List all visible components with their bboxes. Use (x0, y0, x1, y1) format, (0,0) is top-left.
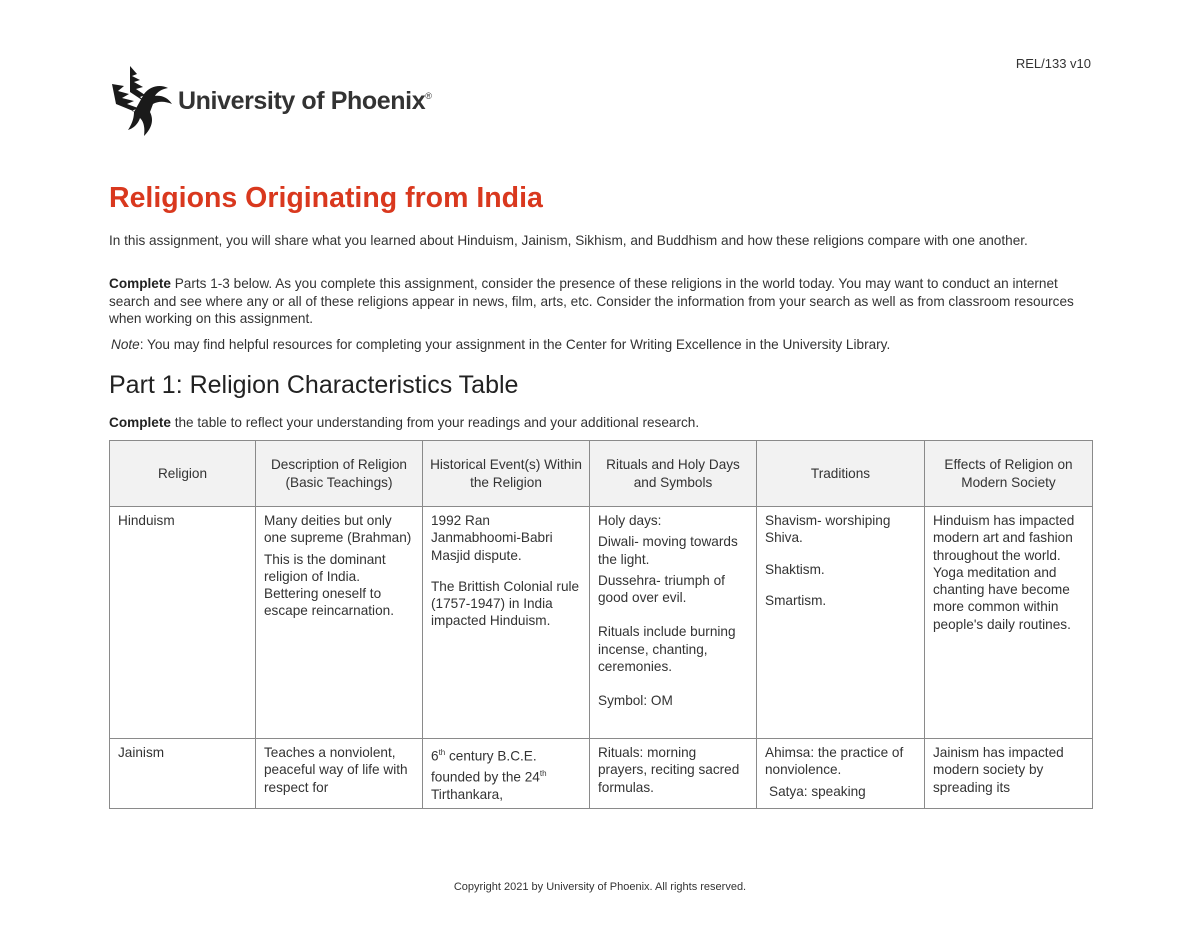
cell-traditions[interactable] (757, 507, 925, 739)
cell-text: Shaktism. (765, 561, 825, 577)
cell-religion[interactable]: Jainism (110, 739, 256, 809)
cell-text: Many deities but only one supreme (Brahman) (264, 513, 412, 546)
cell-description[interactable] (256, 507, 423, 739)
part1-heading: Part 1: Religion Characteristics Table (109, 371, 519, 399)
cell-traditions[interactable] (757, 739, 925, 809)
cell-text: Rituals include burning incense, chanting, ceremonies. (598, 624, 736, 675)
cell-text: This is the dominant religion of India. Bettering oneself to escape reincarnation. (264, 551, 394, 619)
header-religion: Religion (110, 441, 256, 507)
cell-text: Shavism- worshiping Shiva. (765, 513, 891, 546)
instructions-bold: Complete (109, 276, 171, 291)
cell-effects[interactable]: Jainism has impacted modern society by spreading its (925, 739, 1093, 809)
part1-instruction-bold: Complete (109, 415, 171, 430)
cell-effects[interactable]: Hinduism has impacted modern art and fashion throughout the world. Yoga meditation and chanting have become more common within people's daily routines. (925, 507, 1093, 739)
instructions-paragraph (109, 275, 1094, 328)
religion-characteristics-table (109, 440, 1093, 809)
table-row-jainism (110, 739, 1093, 809)
cell-text: Satya: speaking (769, 783, 866, 799)
part1-instruction (109, 414, 1094, 432)
phoenix-logo-icon (110, 64, 176, 138)
cell-description[interactable]: Teaches a nonviolent, peaceful way of life with respect for (256, 739, 423, 809)
copyright-footer: Copyright 2021 by University of Phoenix. All rights reserved. (453, 881, 747, 893)
university-logo (110, 64, 431, 138)
cell-text: century B.C.E. founded by the 24 (431, 748, 540, 785)
course-code: REL/133 v10 (1015, 56, 1091, 71)
header-effects: Effects of Religion on Modern Society (925, 441, 1093, 507)
superscript: th (438, 748, 446, 757)
header-description: Description of Religion (Basic Teachings) (256, 441, 423, 507)
note-text: : You may find helpful resources for completing your assignment in the Center for Writing Excellence in the University Library. (139, 337, 891, 352)
cell-text: Ahimsa: the practice of nonviolence. (765, 745, 904, 778)
superscript: th (539, 768, 547, 778)
cell-text: Diwali- moving towards the light. (598, 534, 738, 567)
cell-history[interactable] (423, 739, 590, 809)
cell-religion[interactable]: Hinduism (110, 507, 256, 739)
table-header-row (110, 441, 1093, 507)
cell-text: 1992 Ran Janmabhoomi-Babri Masjid dispute. (431, 513, 553, 563)
cell-text: Holy days: (598, 513, 662, 528)
intro-paragraph: In this assignment, you will share what you learned about Hinduism, Jainism, Sikhism, and Buddhism and how these religions compare with one another. (109, 233, 1028, 248)
header-rituals: Rituals and Holy Days and Symbols (590, 441, 757, 507)
instructions-text: Parts 1-3 below. As you complete this assignment, consider the presence of these religions in the world today. You may want to conduct an internet search and see where any or all of these religions appear in news, film, arts, etc. Consider the information from your search as well as from classroom resources when working on this assignment. (109, 276, 1074, 326)
cell-rituals[interactable] (590, 507, 757, 739)
page-title: Religions Originating from India (109, 182, 543, 214)
table-row-hinduism (110, 507, 1093, 739)
part1-instruction-text: the table to reflect your understanding from your readings and your additional research. (170, 415, 700, 430)
cell-text: Symbol: OM (598, 693, 673, 709)
cell-text: Tirthankara, (431, 786, 504, 802)
logo-text: University of Phoenix® (178, 86, 432, 115)
cell-text: The Brittish Colonial rule (1757-1947) in India impacted Hinduism. (431, 578, 580, 629)
cell-text: Dussehra- triumph of good over evil. (598, 572, 725, 606)
cell-text: 6 (431, 748, 439, 764)
cell-rituals[interactable]: Rituals: morning prayers, reciting sacred formulas. (590, 739, 757, 809)
cell-text: Smartism. (765, 592, 827, 608)
cell-history[interactable] (423, 507, 590, 739)
note-paragraph (111, 336, 1096, 354)
header-history: Historical Event(s) Within the Religion (423, 441, 590, 507)
header-traditions: Traditions (757, 441, 925, 507)
note-label: Note (111, 337, 140, 352)
